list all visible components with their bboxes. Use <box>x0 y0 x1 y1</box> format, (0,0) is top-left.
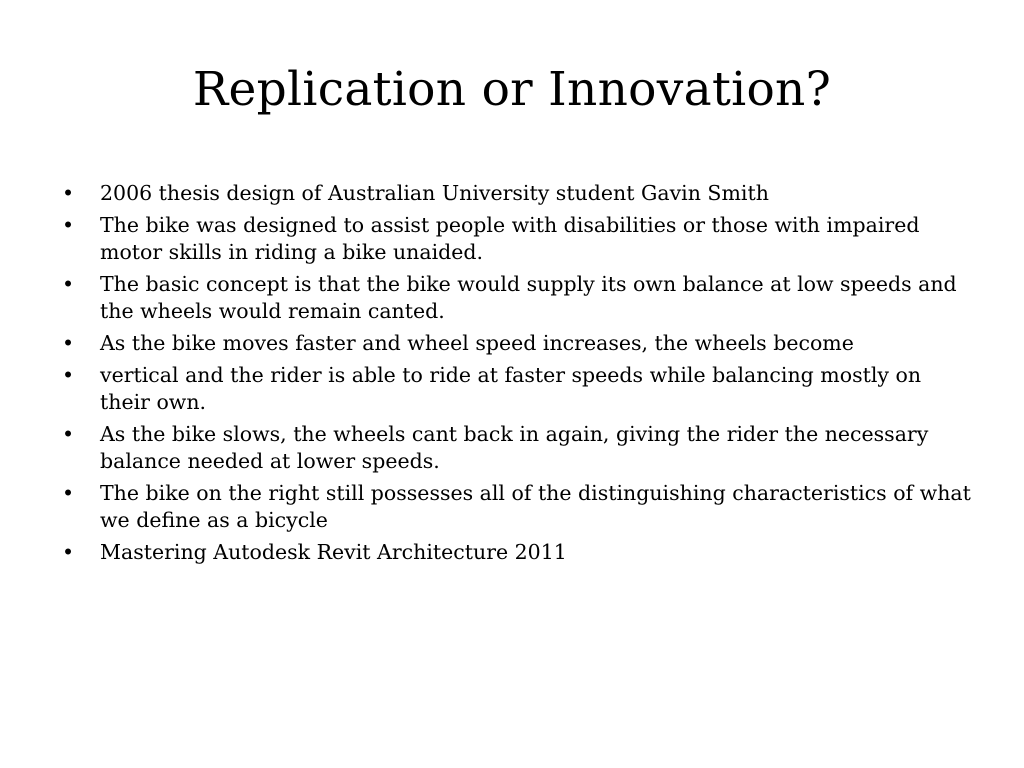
bullet-dot: • <box>62 540 75 564</box>
bullet-item <box>62 212 974 266</box>
bullet-item <box>62 480 974 534</box>
bullet-dot: • <box>62 272 75 296</box>
bullet-text: As the bike slows, the wheels cant back in again, giving the rider the necessary balance needed at lower speeds. <box>100 422 929 473</box>
bullet-text: The basic concept is that the bike would supply its own balance at low speeds and the wheels would remain canted. <box>100 272 957 323</box>
bullet-dot: • <box>62 363 75 387</box>
bullet-item <box>62 362 974 416</box>
bullet-text: The bike was designed to assist people with disabilities or those with impaired motor skills in riding a bike unaided. <box>100 213 920 264</box>
bullet-item <box>62 180 974 207</box>
bullet-item <box>62 539 974 566</box>
bullet-item <box>62 421 974 475</box>
bullet-text: As the bike moves faster and wheel speed increases, the wheels become <box>100 331 854 355</box>
bullet-text: vertical and the rider is able to ride at faster speeds while balancing mostly on their own. <box>100 363 922 414</box>
bullet-dot: • <box>62 213 75 237</box>
bullet-text: The bike on the right still possesses all of the distinguishing characteristics of what we define as a bicycle <box>100 481 971 532</box>
bullet-item <box>62 271 974 325</box>
bullet-dot: • <box>62 481 75 505</box>
bullet-dot: • <box>62 331 75 355</box>
bullet-dot: • <box>62 422 75 446</box>
bullet-item <box>62 330 974 357</box>
bullet-text: 2006 thesis design of Australian University student Gavin Smith <box>100 181 769 205</box>
bullet-list <box>62 180 974 571</box>
bullet-dot: • <box>62 181 75 205</box>
bullet-text: Mastering Autodesk Revit Architecture 2011 <box>100 540 567 564</box>
slide-title: Replication or Innovation? <box>192 62 832 117</box>
